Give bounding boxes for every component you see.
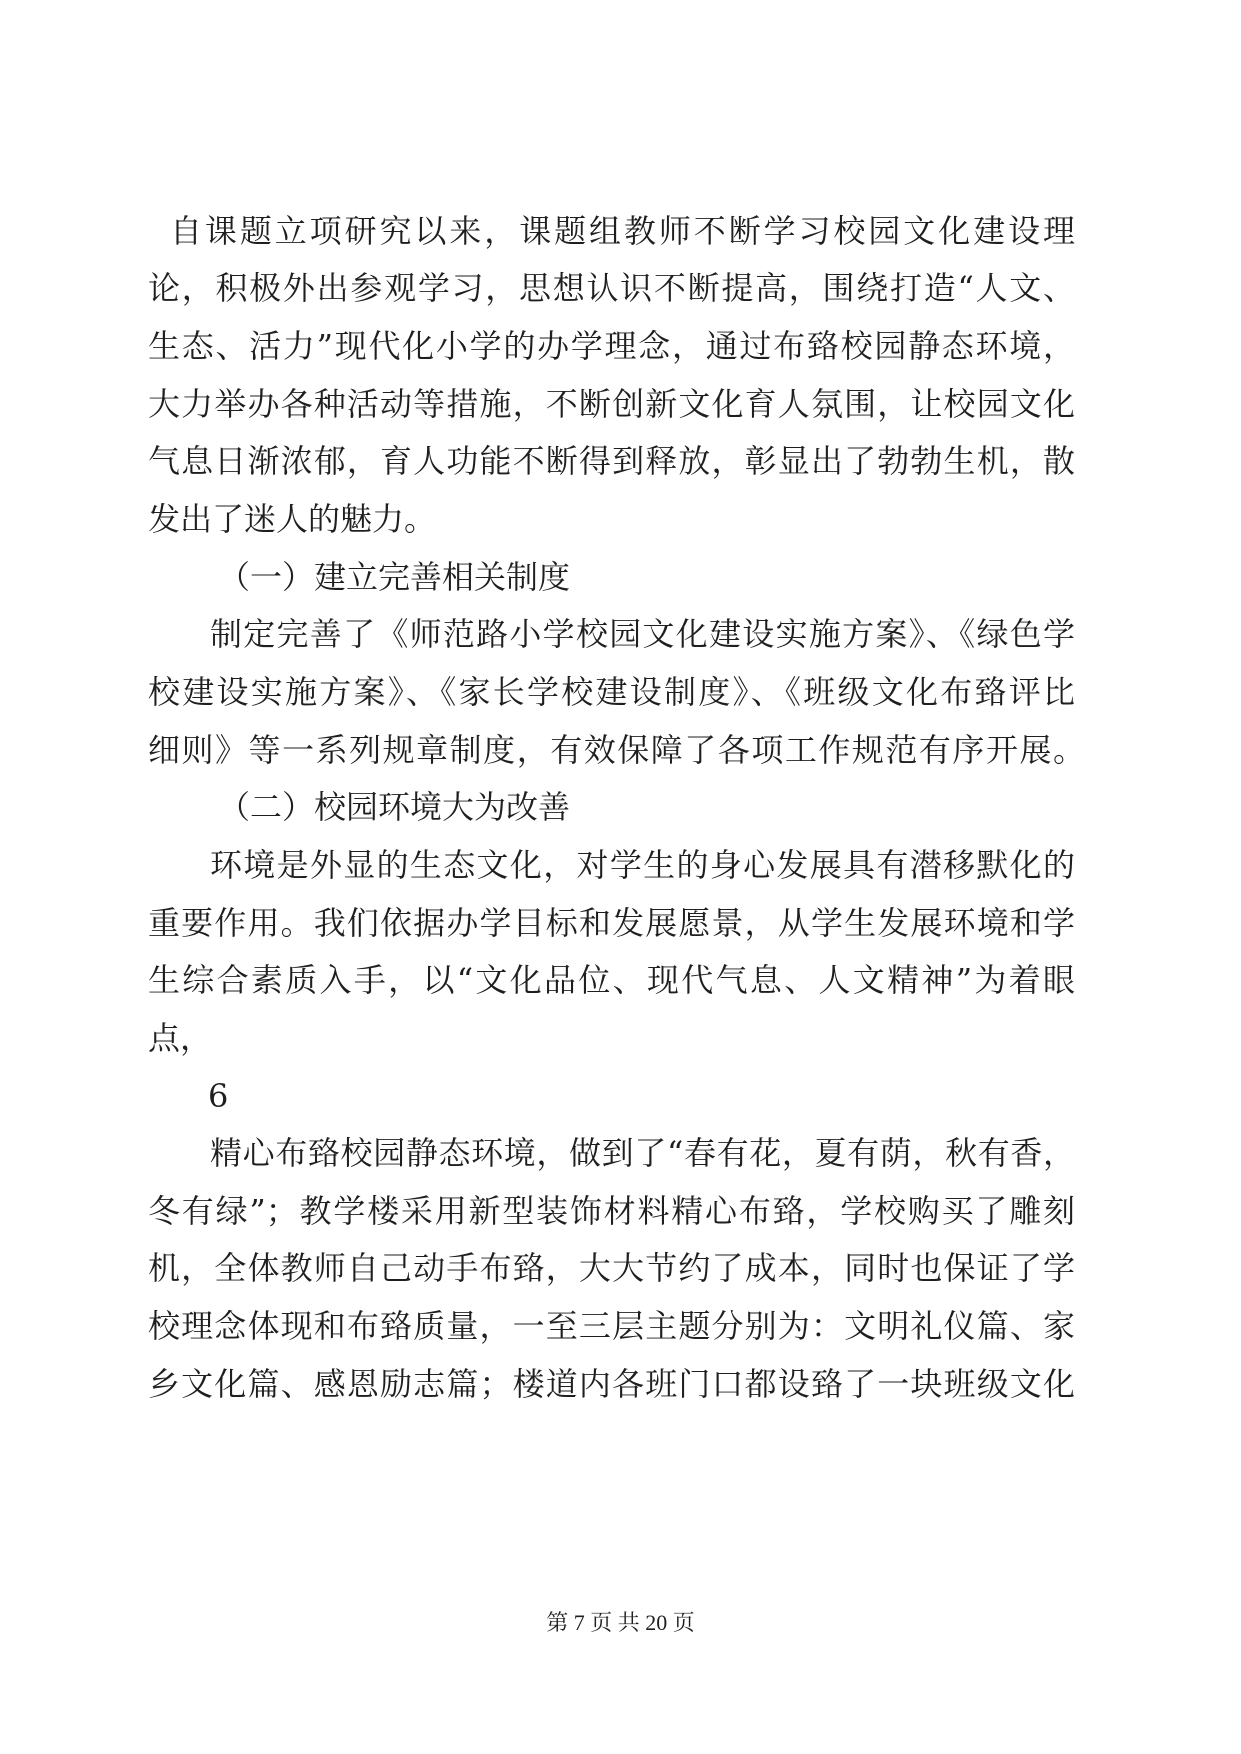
paragraph-4-line: 机，全体教师自己动手布臵，大大节约了成本，同时也保证了学: [148, 1249, 1075, 1287]
paragraph-1-line: 生态、活力”现代化小学的办学理念，通过布臵校园静态环境，: [148, 327, 1075, 365]
page-number-marker: 6: [208, 1077, 229, 1115]
paragraph-1-line: 气息日渐浓郁，育人功能不断得到释放，彰显出了勃勃生机，散: [148, 442, 1075, 480]
paragraph-4-line: 乡文化篇、感恩励志篇；楼道内各班门口都设臵了一块班级文化: [148, 1365, 1075, 1403]
paragraph-3-line: 点，: [148, 1019, 213, 1057]
section-heading-1: （一）建立完善相关制度: [218, 558, 571, 596]
paragraph-1-line: 大力举办各种活动等措施，不断创新文化育人氛围，让校园文化: [148, 385, 1075, 423]
paragraph-1-line: 自课题立项研究以来，课题组教师不断学习校园文化建设理: [170, 212, 1075, 250]
section-heading-2: （二）校园环境大为改善: [218, 788, 571, 826]
paragraph-4-line: 精心布臵校园静态环境，做到了“春有花，夏有荫，秋有香，: [210, 1134, 1075, 1172]
paragraph-1-line: 发出了迷人的魅力。: [148, 500, 437, 538]
paragraph-3-line: 环境是外显的生态文化，对学生的身心发展具有潜移默化的: [210, 846, 1075, 884]
paragraph-4-line: 冬有绿”；教学楼采用新型装饰材料精心布臵，学校购买了雕刻: [148, 1192, 1075, 1230]
paragraph-2-line: 制定完善了《师范路小学校园文化建设实施方案》、《绿色学: [210, 615, 1075, 653]
paragraph-1-line: 论，积极外出参观学习，思想认识不断提高，围绕打造“人文、: [148, 269, 1075, 307]
paragraph-3-line: 重要作用。我们依据办学目标和发展愿景，从学生发展环境和学: [148, 904, 1075, 942]
paragraph-2-line: 校建设实施方案》、《家长学校建设制度》、《班级文化布臵评比: [148, 673, 1075, 711]
page-count-label: 第 7 页 共 20 页: [546, 1610, 695, 1635]
page-footer: [0, 1608, 1241, 1638]
paragraph-2-line: 细则》等一系列规章制度，有效保障了各项工作规范有序开展。: [148, 731, 1085, 769]
paragraph-4-line: 校理念体现和布臵质量，一至三层主题分别为：文明礼仪篇、家: [148, 1307, 1075, 1345]
paragraph-3-line: 生综合素质入手，以“文化品位、现代气息、人文精神”为着眼: [148, 961, 1075, 999]
